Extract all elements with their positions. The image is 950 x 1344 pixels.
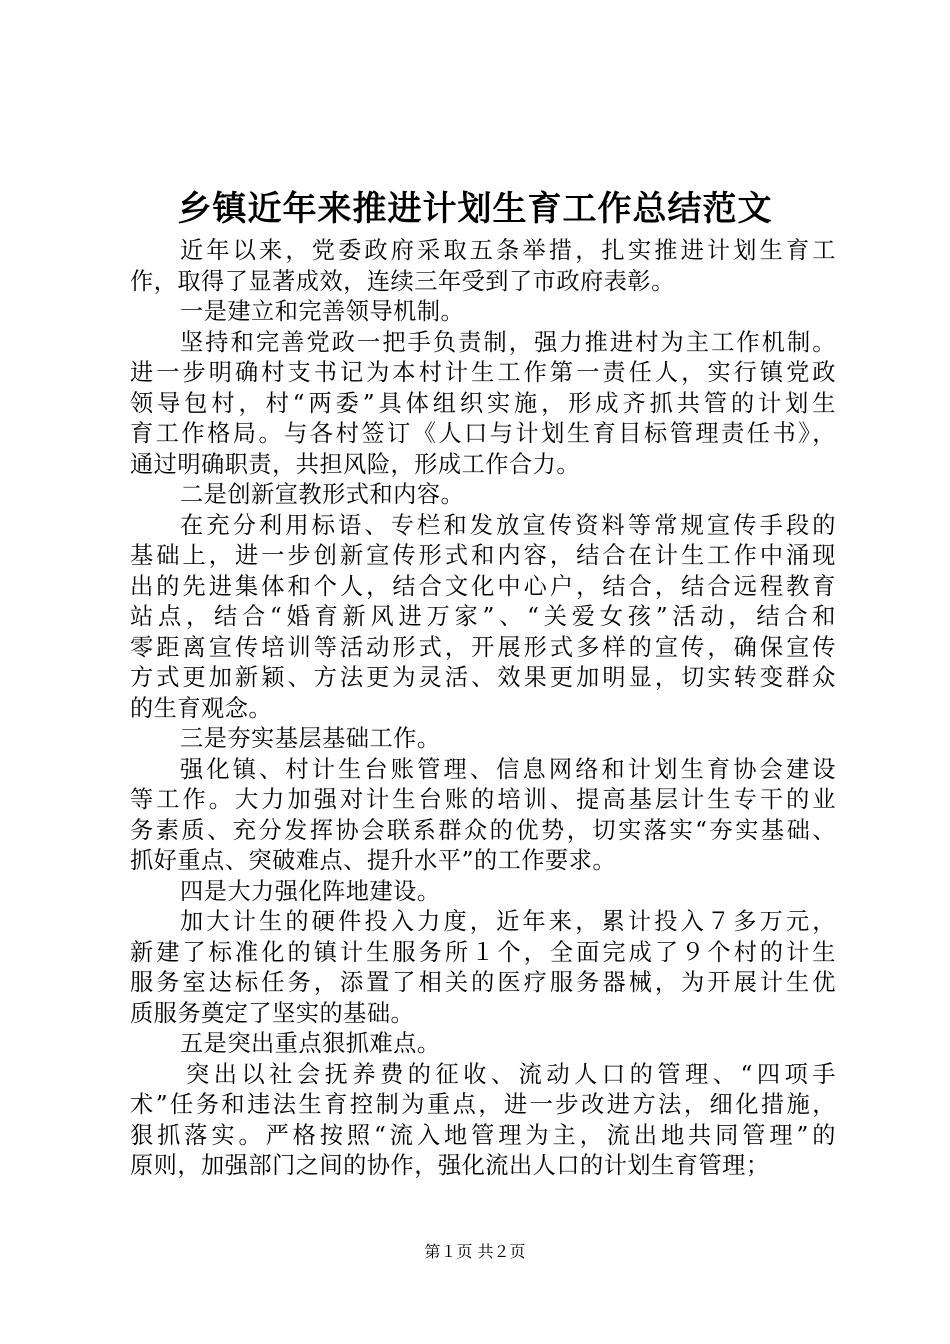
- text-line: 在充分利用标语、专栏和发放宣传资料等常规宣传手段的: [180, 511, 836, 539]
- section-heading: 四是大力强化阵地建设。: [180, 877, 441, 905]
- section-heading: 五是突出重点狠抓难点。: [180, 1030, 441, 1057]
- text-line: 服务室达标任务，添置了相关的医疗服务器械，为开展计生优: [130, 969, 836, 996]
- text-line: 突出以社会抚养费的征收、流动人口的管理、“四项手: [186, 1060, 836, 1088]
- text-line: 育工作格局。与各村签订《人口与计划生育目标管理责任书》，: [130, 420, 836, 447]
- text-line: 质服务奠定了坚实的基础。: [130, 999, 415, 1027]
- text-line: 坚持和完善党政一把手负责制，强力推进村为主工作机制。: [180, 328, 836, 356]
- text-line: 方式更加新颖、方法更为灵活、效果更加明显，切实转变群众: [130, 664, 836, 691]
- text-line: 狠抓落实。严格按照“流入地管理为主，流出地共同管理”的: [130, 1121, 836, 1149]
- text-line: 术”任务和违法生育控制为重点，进一步改进方法，细化措施，: [130, 1091, 836, 1118]
- text-line: 近年以来，党委政府采取五条举措，扎实推进计划生育工: [180, 237, 836, 264]
- text-line: 零距离宣传培训等活动形式，开展形式多样的宣传，确保宣传: [130, 633, 836, 661]
- text-line: 作，取得了显著成效，连续三年受到了市政府表彰。: [130, 267, 675, 295]
- section-heading: 三是夯实基层基础工作。: [180, 725, 441, 752]
- text-line: 站点，结合“婚育新风进万家”、“关爱女孩”活动，结合和: [130, 603, 836, 630]
- text-line: 进一步明确村支书记为本村计生工作第一责任人，实行镇党政: [130, 359, 836, 386]
- text-line: 通过明确职责，共担风险，形成工作合力。: [130, 450, 581, 478]
- section-heading: 二是创新宣教形式和内容。: [180, 481, 465, 508]
- text-line: 原则，加强部门之间的协作，强化流出人口的计划生育管理；: [130, 1152, 770, 1179]
- text-line: 基础上，进一步创新宣传形式和内容，结合在计生工作中涌现: [130, 542, 836, 569]
- document-title: 乡镇近年来推进计划生育工作总结范文: [177, 189, 773, 229]
- page-number-footer: 第１页 共２页: [424, 1242, 526, 1261]
- text-line: 出的先进集体和个人，结合文化中心户，结合，结合远程教育: [130, 572, 836, 600]
- text-line: 抓好重点、突破难点、提升水平”的工作要求。: [130, 847, 617, 874]
- section-heading: 一是建立和完善领导机制。: [180, 298, 465, 325]
- text-line: 等工作。大力加强对计生台账的培训、提高基层计生专干的业: [130, 786, 836, 813]
- text-line: 的生育观念。: [130, 694, 273, 722]
- text-line: 强化镇、村计生台账管理、信息网络和计划生育协会建设: [180, 755, 836, 783]
- document-body: [130, 236, 836, 1182]
- text-line: 务素质、充分发挥协会联系群众的优势，切实落实“夯实基础、: [130, 816, 836, 844]
- text-line: 领导包村，村“两委”具体组织实施，形成齐抓共管的计划生: [130, 389, 836, 417]
- text-line: 新建了标准化的镇计生服务所１个，全面完成了９个村的计生: [130, 938, 836, 966]
- text-line: 加大计生的硬件投入力度，近年来，累计投入７多万元，: [180, 908, 836, 935]
